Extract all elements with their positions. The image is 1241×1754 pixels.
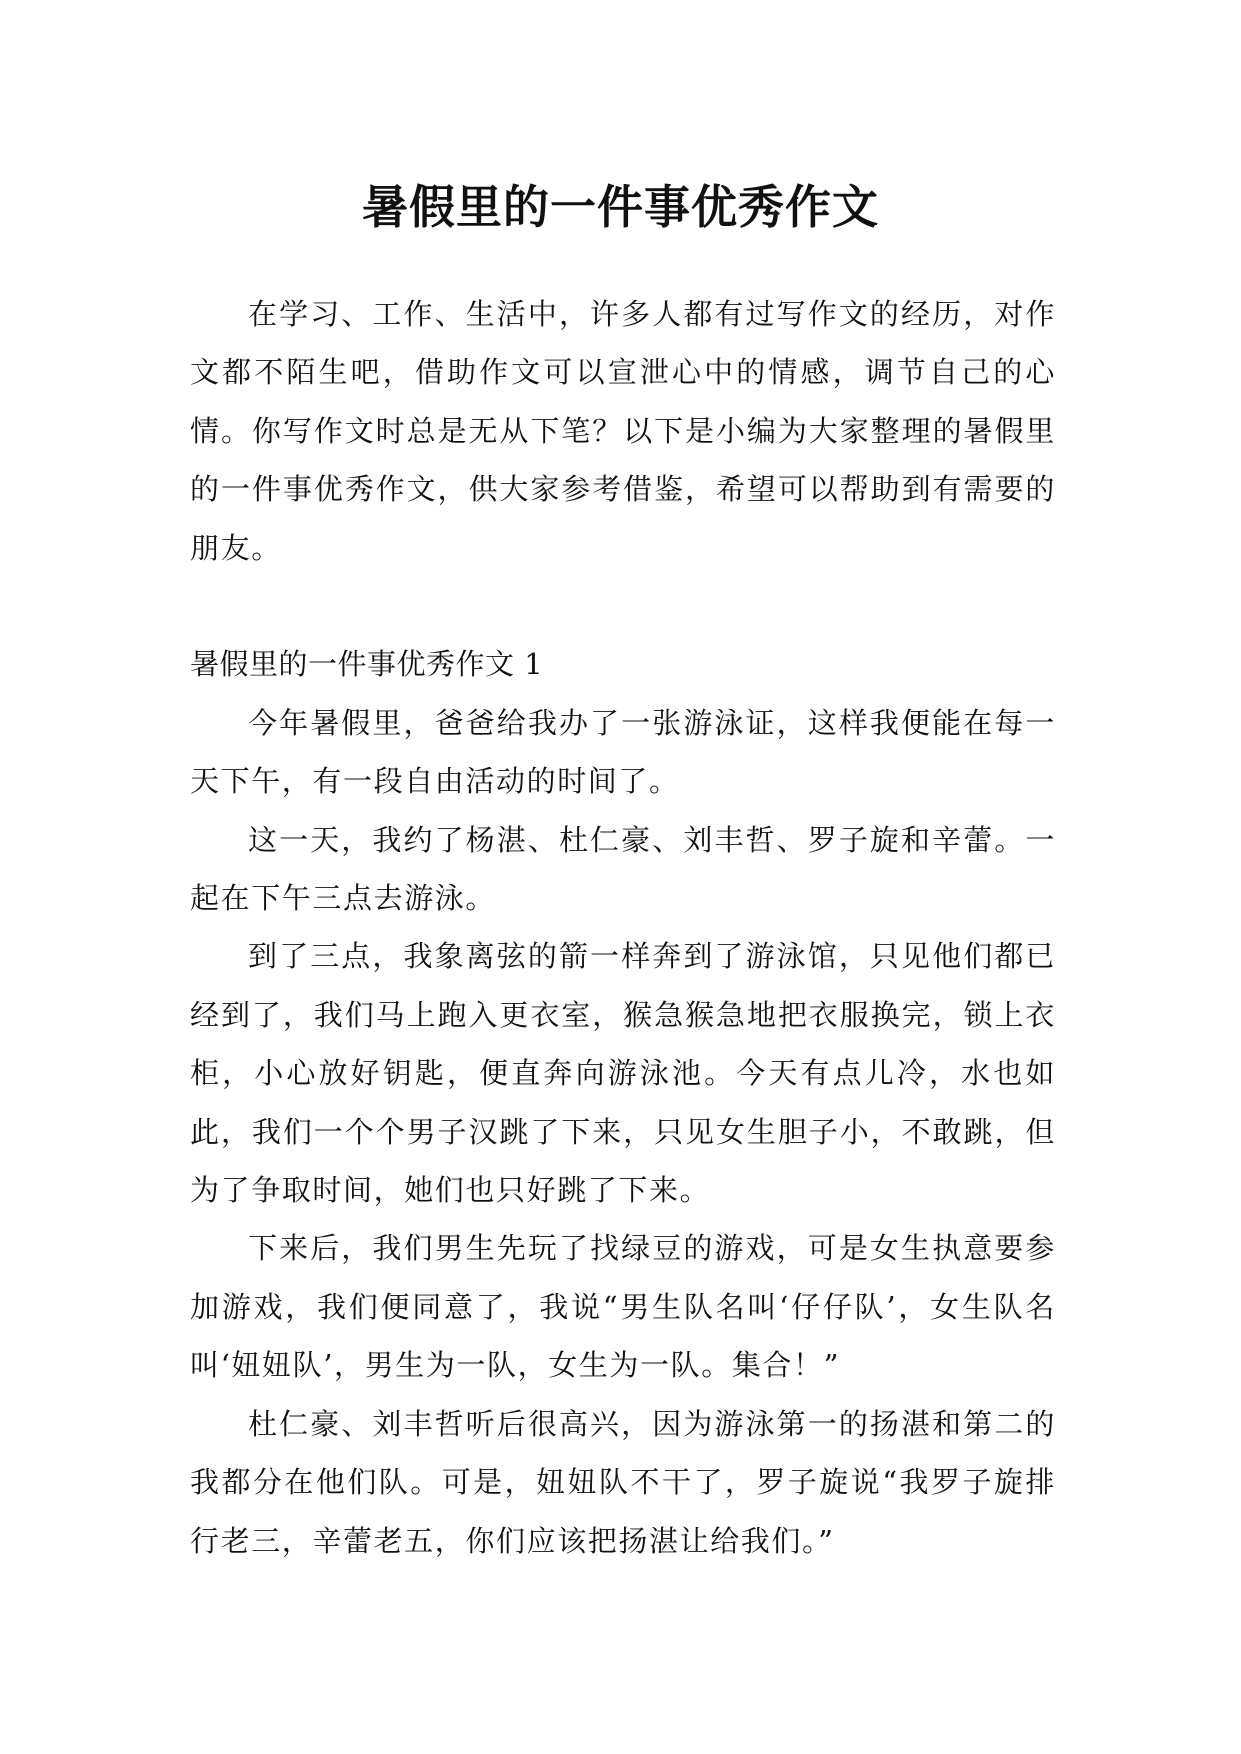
- document-body: [190, 285, 1056, 1570]
- body-paragraph: 今年暑假里，爸爸给我办了一张游泳证，这样我便能在每一天下午，有一段自由活动的时间了。: [190, 705, 1056, 799]
- body-paragraph: 下来后，我们男生先玩了找绿豆的游戏，可是女生执意要参加游戏，我们便同意了，我说“男生队名叫‘仔仔队’，女生队名叫‘妞妞队’，男生为一队，女生为一队。集合！”: [190, 1231, 1056, 1383]
- intro-paragraph: 在学习、工作、生活中，许多人都有过写作文的经历，对作文都不陌生吧，借助作文可以宣泄心中的情感，调节自己的心情。你写作文时总是无从下笔？以下是小编为大家整理的暑假里的一件事优秀作文，供大家参考借鉴，希望可以帮助到有需要的朋友。: [190, 297, 1056, 565]
- body-paragraph: 到了三点，我象离弦的箭一样奔到了游泳馆，只见他们都已经到了，我们马上跑入更衣室，猴急猴急地把衣服换完，锁上衣柜，小心放好钥匙，便直奔向游泳池。今天有点儿冷，水也如此，我们一个个男子汉跳了下来，只见女生胆子小，不敢跳，但为了争取时间，她们也只好跳了下来。: [190, 939, 1056, 1208]
- section-heading: 暑假里的一件事优秀作文 1: [190, 647, 544, 682]
- document-title: 暑假里的一件事优秀作文: [362, 179, 879, 234]
- body-paragraph: 这一天，我约了杨湛、杜仁豪、刘丰哲、罗子旋和辛蕾。一起在下午三点去游泳。: [190, 822, 1056, 916]
- body-paragraph: 杜仁豪、刘丰哲听后很高兴，因为游泳第一的扬湛和第二的我都分在他们队。可是，妞妞队不干了，罗子旋说“我罗子旋排行老三，辛蕾老五，你们应该把扬湛让给我们。”: [190, 1406, 1056, 1558]
